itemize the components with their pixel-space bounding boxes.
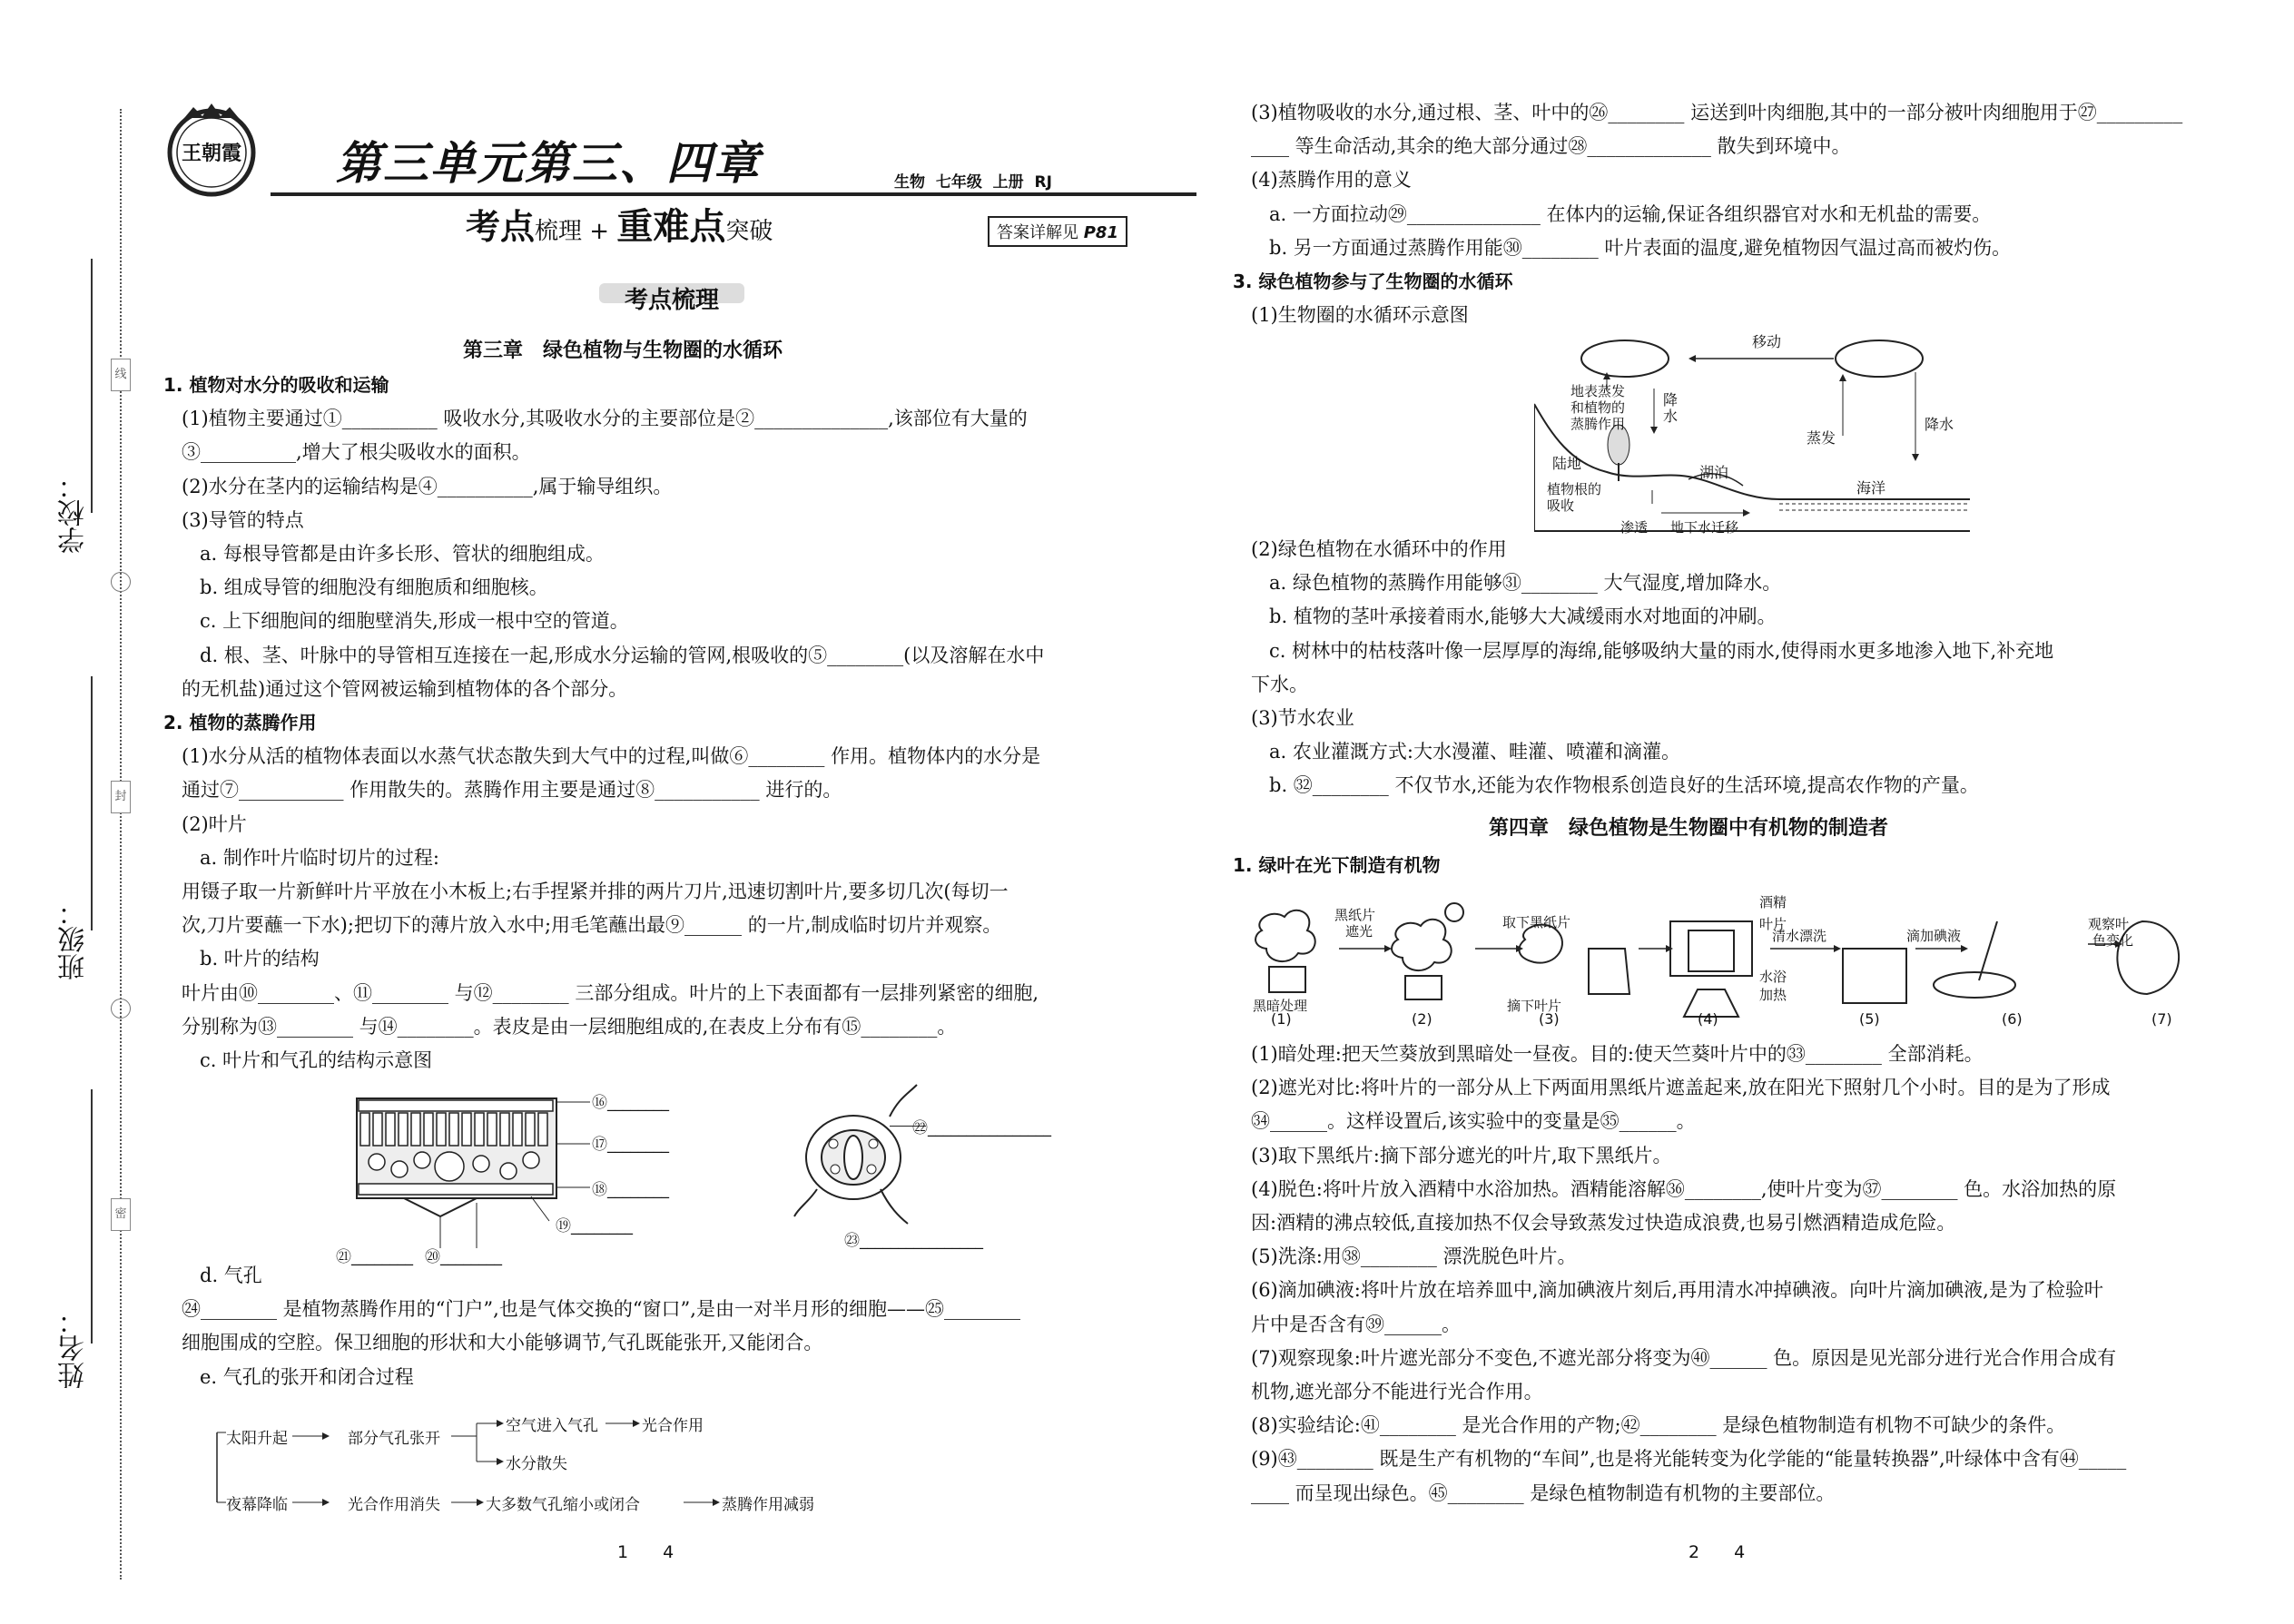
text-line: (2)绿色植物在水循环中的作用 (1251, 538, 1507, 560)
proc-s4b: 叶片 (1759, 916, 1787, 932)
text-line: c. 树林中的枯枝落叶像一层厚厚的海绵,能够吸纳大量的雨水,使得雨水更多地渗入地下,补充地 (1269, 639, 2054, 662)
text-line: (3)节水农业 (1251, 707, 1354, 729)
label-22: ㉒________________ (912, 1119, 1051, 1137)
text-line: (2)水分在茎内的运输结构是④__________,属于输导组织。 (182, 475, 673, 497)
answer-reference (988, 216, 1127, 247)
text-line: ____ 而呈现出绿色。㊺________ 是绿色植物制造有机物的主要部位。 (1251, 1481, 1836, 1504)
flow-f: 夜幕降临 (226, 1496, 288, 1514)
binding-line (120, 109, 122, 1580)
proc-n5: (5) (1859, 1010, 1880, 1028)
text-line: 2. 植物的蒸腾作用 (163, 712, 317, 733)
subtitle-d: 突破 (725, 218, 773, 245)
text-line: 的无机盐)通过这个管网被运输到植物体的各个部分。 (182, 677, 628, 700)
proc-s1: 黑暗处理 (1253, 998, 1308, 1014)
text-line: d. 气孔 (200, 1265, 262, 1286)
label-20: ⑳________ (425, 1248, 502, 1266)
proc-s2a: 黑纸片 (1334, 907, 1376, 923)
text-line: (8)实验结论:㊶________ 是光合作用的产物;㊷________ 是绿色植物制造有机物不可缺少的条件。 (1251, 1414, 2066, 1437)
text-line: 分别称为⑬________ 与⑭________。表皮是由一层细胞组成的,在表皮上分布有⑮________。 (182, 1015, 957, 1038)
label-17: ⑰________ (592, 1136, 669, 1154)
text-line: a. 每根导管都是由许多长形、管状的细胞组成。 (200, 543, 605, 565)
stoma-flow (213, 1416, 849, 1525)
proc-n4: (4) (1698, 1010, 1718, 1028)
text-line: d. 根、茎、叶脉中的导管相互连接在一起,形成水分运输的管网,根吸收的⑤________(以及溶解在水中 (200, 644, 1045, 666)
water-cycle-diagram (1534, 333, 1970, 545)
flow-i: 蒸腾作用减弱 (722, 1496, 814, 1514)
text-line: 叶片由⑩________、⑪________ 与⑫________ 三部分组成。叶片的上下表面都有一层排列紧密的细胞, (182, 981, 1039, 1004)
proc-s5: 清水漂洗 (1772, 928, 1827, 944)
proc-n1: (1) (1271, 1010, 1292, 1028)
text-line: (1)生物圈的水循环示意图 (1251, 304, 1469, 327)
answer-ref-text: 答案详解见 (997, 223, 1078, 242)
text-line: (3)导管的特点 (182, 508, 304, 531)
wc-rain1: 降水 (1663, 391, 1679, 425)
wc-lake: 湖泊 (1699, 464, 1729, 481)
proc-s3a: 取下黑纸片 (1502, 914, 1571, 930)
class-line (91, 676, 93, 930)
wc-move: 移动 (1752, 333, 1782, 350)
text-line: b. 叶片的结构 (200, 948, 320, 970)
flow-g: 光合作用消失 (348, 1496, 440, 1514)
text-line: 次,刀片要蘸一下水);把切下的薄片放入水中;用毛笔蘸出最⑨______ 的一片,制成临时切片并观察。 (182, 914, 1002, 937)
seal-mark-1: 线 (111, 359, 131, 391)
proc-s4d: 加热 (1759, 987, 1787, 1003)
text-line: c. 叶片和气孔的结构示意图 (200, 1049, 433, 1071)
text-line: (7)观察现象:叶片遮光部分不变色,不遮光部分将变为㊵______ 色。原因是见光部分进行光合作用合成有 (1251, 1346, 2117, 1369)
wc-ocean: 海洋 (1856, 479, 1886, 497)
proc-s7b: 色变化 (2092, 932, 2134, 949)
flow-c: 空气进入气孔 (506, 1417, 598, 1435)
school-label: 学校： (58, 472, 90, 554)
proc-s2b: 遮光 (1345, 923, 1373, 940)
flow-e: 水分散失 (506, 1455, 567, 1473)
label-19: ⑲________ (556, 1217, 633, 1235)
ch4-section1: 1. 绿叶在光下制造有机物 (1233, 854, 1441, 876)
label-18: ⑱________ (592, 1181, 669, 1199)
text-line: 机物,遮光部分不能进行光合作用。 (1251, 1381, 1543, 1403)
proc-n2: (2) (1412, 1010, 1433, 1028)
flow-h: 大多数气孔缩小或闭合 (486, 1496, 640, 1514)
name-line (91, 1089, 93, 1343)
subtitle-b: 梳理 + (535, 218, 617, 245)
text-line: (5)洗涤:用㊳________ 漂洗脱色叶片。 (1251, 1245, 1577, 1268)
text-line: (2)叶片 (182, 812, 247, 835)
text-line: (6)滴加碘液:将叶片放在培养皿中,滴加碘液片刻后,再用清水冲掉碘液。向叶片滴加碘液,是为了检验叶 (1251, 1279, 2103, 1302)
text-line: (4)脱色:将叶片放入酒精中水浴加热。酒精能溶解㊱________,使叶片变为㊲________ 色。水浴加热的原 (1251, 1177, 2117, 1200)
label-23: ㉓________________ (844, 1232, 983, 1250)
text-line: 细胞围成的空腔。保卫细胞的形状和大小能够调节,气孔既能张开,又能闭合。 (182, 1332, 823, 1354)
proc-s4a: 酒精 (1759, 894, 1787, 910)
label-16: ⑯________ (592, 1094, 669, 1112)
proc-s4c: 水浴 (1759, 969, 1787, 985)
text-line: (1)植物主要通过①__________ 吸收水分,其吸收水分的主要部位是②______________,该部位有大量的 (182, 408, 1028, 430)
stoma-diagram (790, 1080, 926, 1235)
subtitle-c: 重难点 (616, 206, 726, 248)
proc-s3b: 摘下叶片 (1507, 998, 1562, 1014)
text-line: (3)取下黑纸片:摘下部分遮光的叶片,取下黑纸片。 (1251, 1144, 1672, 1166)
wc-root: 植物根的吸收 (1547, 481, 1602, 514)
text-line: 1. 植物对水分的吸收和运输 (163, 374, 389, 396)
flow-a: 太阳升起 (226, 1430, 288, 1448)
text-line: b. 另一方面通过蒸腾作用能㉚________ 叶片表面的温度,避免植物因气温过高而被灼伤。 (1269, 236, 2012, 259)
page-number-right: 2 4 (1689, 1542, 1746, 1562)
chapter4-heading: 第四章 绿色植物是生物圈中有机物的制造者 (1489, 817, 1889, 840)
page-number-left: 1 4 (617, 1542, 674, 1562)
title-rule (271, 192, 1196, 196)
text-line: e. 气孔的张开和闭合过程 (200, 1365, 414, 1388)
section-title: 考点梳理 (625, 287, 720, 314)
label-21: ㉑________ (336, 1248, 413, 1266)
text-line: c. 上下细胞间的细胞壁消失,形成一根中空的管道。 (200, 610, 629, 633)
text-line: (2)遮光对比:将叶片的一部分从上下两面用黑纸片遮盖起来,放在阳光下照射几个小时。目的是为了形成 (1251, 1077, 2111, 1099)
seal-mark-3: 密 (111, 1198, 131, 1231)
proc-s6: 滴加碘液 (1906, 928, 1962, 944)
wc-evap-land: 地表蒸发和植物的蒸腾作用 (1570, 383, 1626, 432)
proc-n7: (7) (2151, 1010, 2172, 1028)
text-line: (4)蒸腾作用的意义 (1251, 169, 1412, 192)
subtitle-a: 考点 (466, 207, 536, 247)
text-line: (9)㊸________ 既是生产有机物的“车间”,也是将光能转变为化学能的“能量转换器”,叶绿体中含有㊹_____ (1251, 1448, 2127, 1471)
proc-n6: (6) (2002, 1010, 2023, 1028)
text-line: a. 一方面拉动㉙______________ 在体内的运输,保证各组织器官对水和无机盐的需要。 (1269, 202, 1992, 225)
seal-mark-2: 封 (111, 781, 131, 813)
text-line: ③__________,增大了根尖吸收水的面积。 (182, 441, 531, 464)
text-line: b. 组成导管的细胞没有细胞质和细胞核。 (200, 576, 548, 599)
chapter3-heading: 第三章 绿色植物与生物圈的水循环 (463, 340, 783, 362)
text-line: a. 农业灌溉方式:大水漫灌、畦灌、喷灌和滴灌。 (1269, 741, 1680, 763)
text-line: 下水。 (1251, 673, 1308, 695)
flow-d: 光合作用 (642, 1417, 704, 1435)
flow-b: 部分气孔张开 (348, 1430, 440, 1448)
page-title: 第三单元第三、四章 (336, 137, 761, 190)
brand-logo (162, 100, 261, 200)
logo-text: 王朝霞 (181, 142, 241, 165)
text-line: (1)暗处理:把天竺葵放到黑暗处一昼夜。目的:使天竺葵叶片中的㉝________ 全部消耗。 (1251, 1043, 1984, 1065)
text-line: ㉞______。这样设置后,该实验中的变量是㉟______。 (1251, 1110, 1696, 1133)
text-line: ____ 等生命活动,其余的绝大部分通过㉘_____________ 散失到环境中。 (1251, 135, 1851, 158)
punch-hole-2 (111, 999, 131, 1019)
punch-hole-1 (111, 572, 131, 592)
proc-n3: (3) (1539, 1010, 1560, 1028)
wc-rain2: 降水 (1925, 416, 1954, 433)
text-line: a. 制作叶片临时切片的过程: (200, 846, 439, 869)
text-line: 片中是否含有㊴______。 (1251, 1313, 1461, 1335)
class-label: 班级： (58, 899, 90, 980)
proc-s7a: 观察叶 (2088, 916, 2130, 932)
text-line: 通过⑦___________ 作用散失的。蒸腾作用主要是通过⑧___________ 进行的。 (182, 779, 842, 802)
text-line: (1)水分从活的植物体表面以水蒸气状态散失到大气中的过程,叫做⑥________ 作用。植物体内的水分是 (182, 745, 1041, 768)
answer-page: P81 (1083, 223, 1118, 242)
name-label: 姓名： (58, 1307, 90, 1389)
text-line: b. 植物的茎叶承接着雨水,能够大大减缓雨水对地面的冲刷。 (1269, 605, 1777, 628)
text-line: b. ㉜________ 不仅节水,还能为农作物根系创造良好的生活环境,提高农作物的产量。 (1269, 774, 1979, 797)
wc-evap: 蒸发 (1807, 429, 1836, 447)
text-line: a. 绿色植物的蒸腾作用能够㉛________ 大气湿度,增加降水。 (1269, 572, 1782, 595)
grade-tags: 生物 七年级 上册 RJ (894, 173, 1052, 192)
text-line: 用镊子取一片新鲜叶片平放在小木板上;右手捏紧并排的两片刀片,迅速切割叶片,要多切几次(每切一 (182, 881, 1009, 902)
procedure-diagram (1244, 894, 2206, 1030)
wc-ground: 地下水迁移 (1670, 519, 1739, 536)
text-line: 3. 绿色植物参与了生物圈的水循环 (1233, 271, 1513, 292)
text-line: ㉔________ 是植物蒸腾作用的“门户”,也是气体交换的“窗口”,是由一对半月形的细胞——㉕________ (182, 1298, 1020, 1321)
text-line: (3)植物吸收的水分,通过根、茎、叶中的㉖________ 运送到叶肉细胞,其中的一部分被叶肉细胞用于㉗_________ (1251, 102, 2183, 123)
wc-seep: 渗透 (1620, 519, 1649, 536)
text-line: 因:酒精的沸点较低,直接加热不仅会导致蒸发过快造成浪费,也易引燃酒精造成危险。 (1251, 1212, 1956, 1234)
wc-land: 陆地 (1552, 455, 1582, 472)
subtitle (466, 198, 773, 250)
